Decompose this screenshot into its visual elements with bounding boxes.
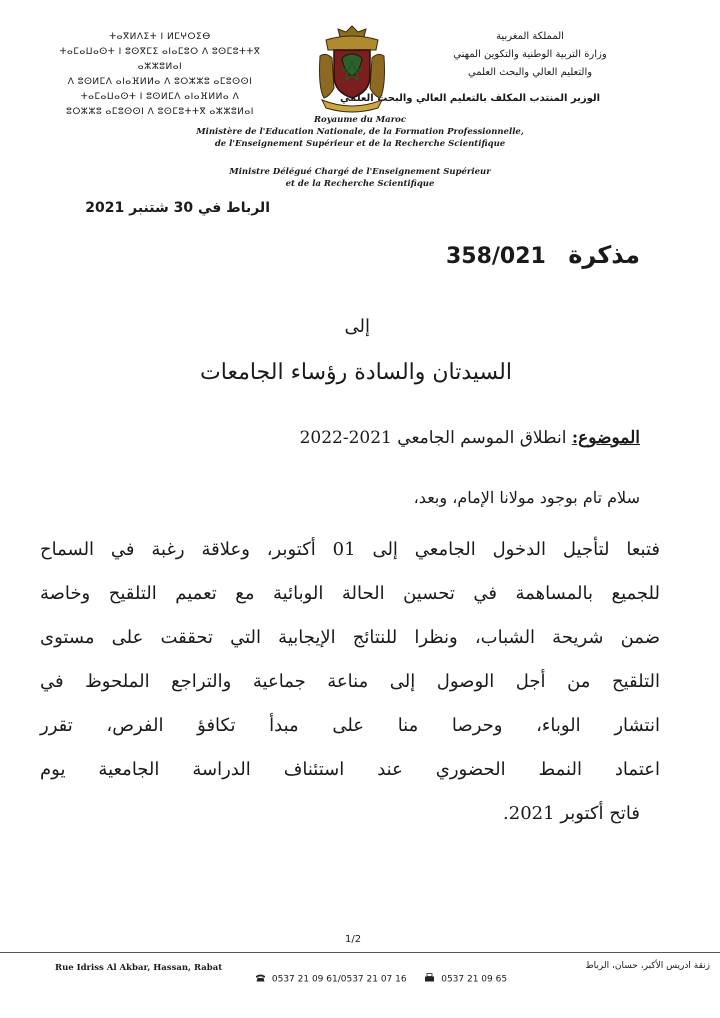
body-line: فتبعا لتأجيل الدخول الجامعي إلى 01 أكتوبر، وعلاقة رغبة في السماح [40, 539, 660, 560]
memo-body [40, 535, 660, 843]
memo-label: مذكرة [568, 241, 640, 269]
footer-contacts [255, 973, 507, 985]
body-line: ضمن شريحة الشباب، ونظرا للنتائج الإيجابية التي تحققت على مستوى [40, 627, 660, 648]
tifinagh-header [40, 30, 280, 120]
arabic-header-line: وزارة التربية الوطنية والتكوين المهني [453, 49, 607, 60]
footer-address-fr: Rue Idriss Al Akbar, Hassan, Rabat [55, 963, 223, 973]
phone-icon [255, 973, 266, 982]
tifinagh-line: ⵜⴰⵎⴰⵡⴰⵙⵜ ⵏ ⵓⵙⵍⵎⴷ ⴰⵏⴰⴼⵍⵍⴰ ⴷ [80, 92, 240, 102]
recipient-addressees: السيدتان والسادة رؤساء الجامعات [200, 360, 512, 385]
subject-line [300, 428, 640, 448]
greeting: سلام تام بوجود مولانا الإمام، وبعد، [413, 488, 640, 507]
memo-number: 358/021 [445, 244, 546, 269]
date-line: الرباط في 30 شتنبر 2021 [85, 200, 270, 216]
body-line: فاتح أكتوبر 2021. [503, 803, 640, 824]
subject-text: انطلاق الموسم الجامعي 2021-2022 [299, 428, 567, 448]
fax-icon [424, 973, 435, 982]
french-header-line: de l'Enseignement Supérieur et de la Recherche Scientifique [214, 139, 506, 149]
tifinagh-line: ⵜⴰⵎⴰⵡⴰⵙⵜ ⵏ ⵓⵙⴳⵎⵉ ⴰⵏⴰⵎⵓⵔ ⴷ ⵓⵙⵎⵓⵜⵜⴳ ⴰⵣⵣⵓⵍⴰⵏ [59, 47, 261, 72]
body-line: انتشار الوباء، وحرصا منا على مبدأ تكافؤ الفرص، تقرر [40, 715, 660, 736]
arabic-header [340, 28, 660, 108]
arabic-header-line: الوزير المنتدب المكلف بالتعليم العالي والبحث العلمي [340, 93, 601, 104]
memo-title [446, 241, 640, 269]
french-header-line: et de la Recherche Scientifique [285, 179, 435, 189]
body-line: اعتماد النمط الحضوري عند استئناف الدراسة الجامعية يوم [40, 759, 660, 780]
footer-fax: 0537 21 09 65 [441, 974, 508, 985]
tifinagh-line: ⵜⴰⴳⵍⴷⵉⵜ ⵏ ⵍⵎⵖⵔⵉⴱ [109, 32, 211, 42]
french-header-line: Royaume du Maroc [313, 115, 407, 125]
body-line: للجميع بالمساهمة في تحسين الحالة الوبائية مع تعميم التلقيح وخاصة [40, 583, 660, 604]
arabic-header-line: والتعليم العالي والبحث العلمي [467, 67, 593, 78]
recipient-to: إلى [344, 316, 370, 337]
subject-label: الموضوع: [571, 428, 640, 448]
french-header-line: Ministre Délégué Chargé de l'Enseignement Supérieur [229, 167, 491, 177]
footer-address-ar: زنقة ادريس الأكبر، حسان، الرباط [585, 961, 710, 971]
french-header [180, 114, 540, 190]
page-number: 1/2 [345, 934, 362, 945]
body-line: التلقيح من أجل الوصول إلى مناعة جماعية والتراجع الملحوظ في [40, 671, 660, 692]
arabic-header-line: المملكة المغربية [496, 31, 564, 42]
footer-divider [0, 952, 720, 953]
tifinagh-line: ⴷ ⵓⵙⵍⵎⴷ ⴰⵏⴰⴼⵍⵍⴰ ⴷ ⵓⵔⵣⵣⵓ ⴰⵎⵓⵙⵙⵏ [67, 77, 253, 87]
footer-phone: 0537 21 09 61/0537 21 07 16 [271, 974, 407, 985]
french-header-line: Ministère de l'Education Nationale, de la Formation Professionnelle, [196, 127, 524, 137]
tifinagh-line: ⵓⵔⵣⵣⵓ ⴰⵎⵓⵙⵙⵏ ⴷ ⵓⵙⵎⵓⵜⵜⴳ ⴰⵣⵣⵓⵍⴰⵏ [66, 107, 254, 117]
